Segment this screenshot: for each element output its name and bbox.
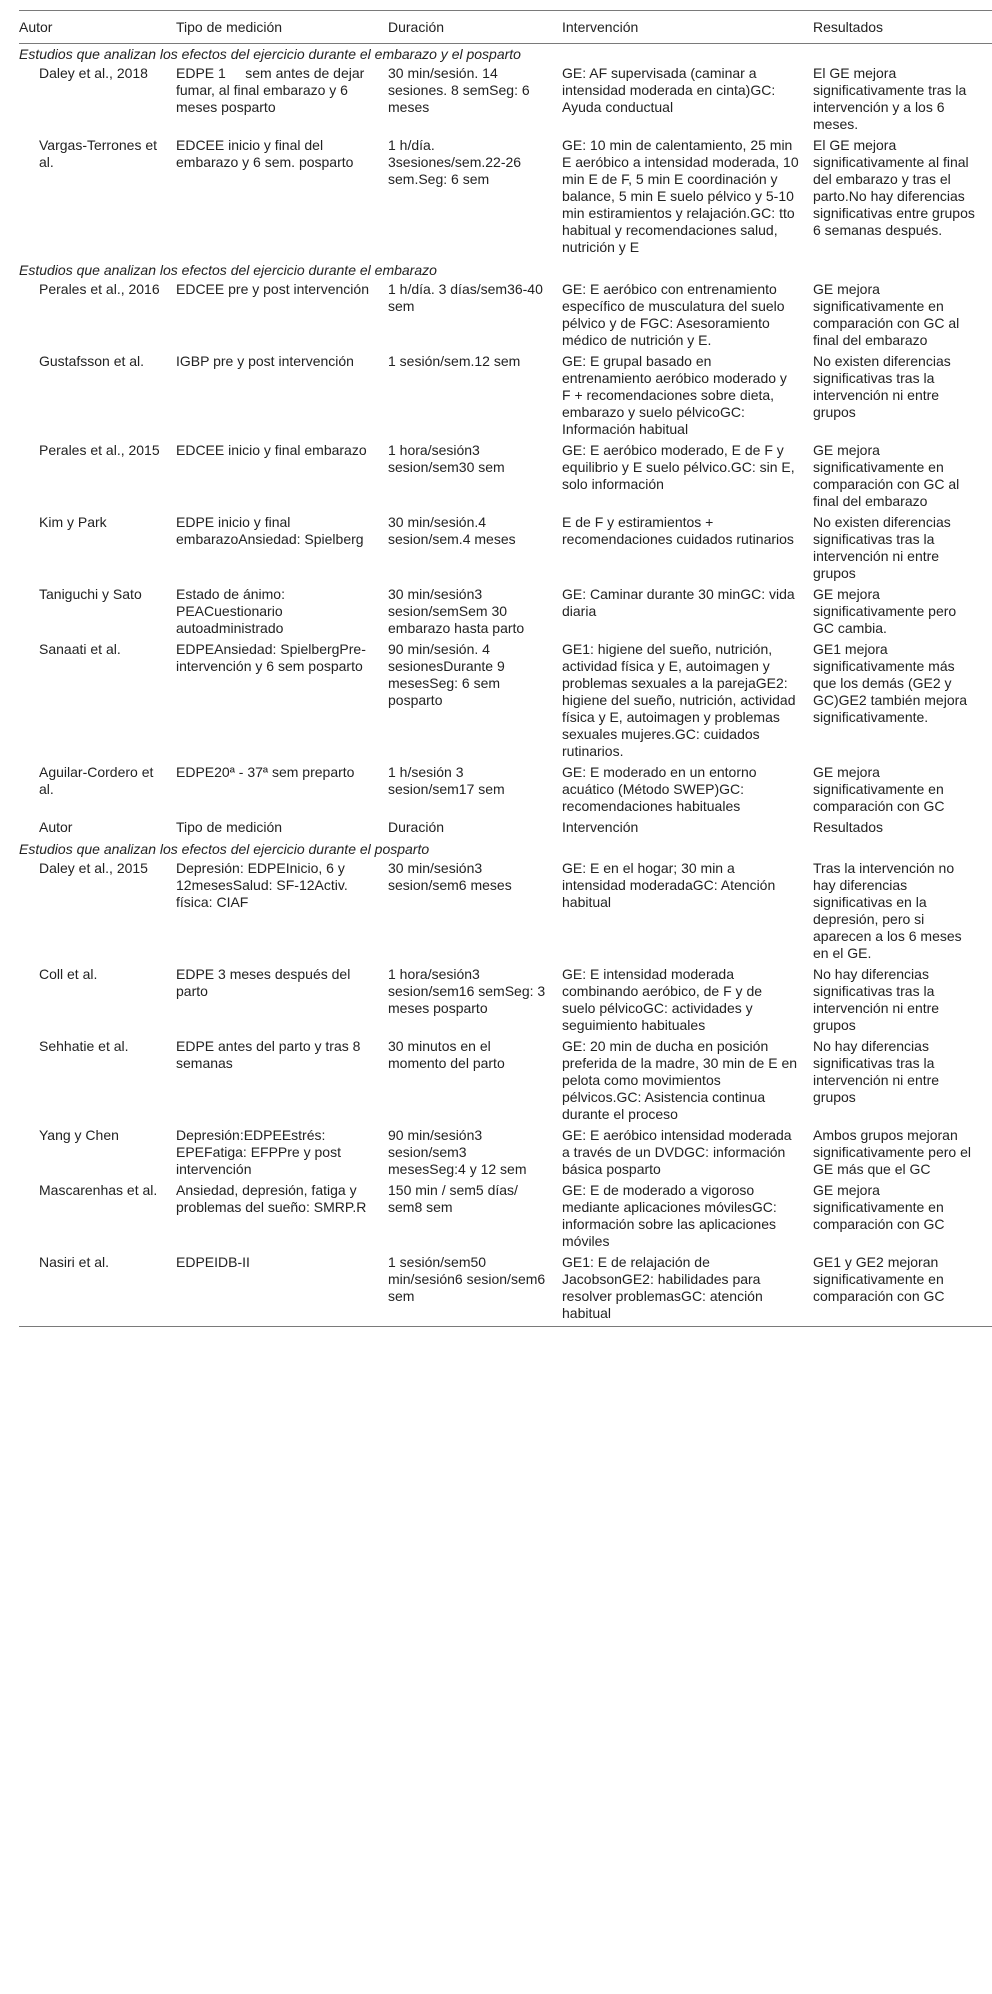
- cell-tipo: EDPE 1 sem antes de dejar fumar, al final embarazo y 6 meses posparto: [176, 65, 365, 115]
- cell-tipo: Depresión:EDPEEstrés: EPEFatiga: EFPPre y post intervención: [176, 1127, 341, 1177]
- cell-resultados: No existen diferencias significativas tras la intervención ni entre grupos: [813, 514, 951, 581]
- header-tipo: Tipo de medición: [176, 19, 283, 35]
- cell-duracion: 30 min/sesión.4 sesion/sem.4 meses: [388, 514, 516, 547]
- cell-tipo: EDPE antes del parto y tras 8 semanas: [176, 1038, 361, 1071]
- section-title: Estudios que analizan los efectos del ejercicio durante el embarazo: [19, 262, 437, 278]
- table-row: [19, 442, 992, 514]
- cell-duracion: 1 hora/sesión3 sesion/sem16 semSeg: 3 meses posparto: [388, 966, 546, 1016]
- cell-tipo: Ansiedad, depresión, fatiga y problemas del sueño: SMRP.R: [176, 1182, 367, 1215]
- cell-resultados: Tras la intervención no hay diferencias significativas en la depresión, pero si aparecen a los 6 meses en el GE.: [813, 860, 962, 961]
- cell-duracion: 90 min/sesión. 4 sesionesDurante 9 mesesSeg: 6 sem posparto: [388, 641, 505, 708]
- cell-resultados: GE1 mejora significativamente más que los demás (GE2 y GC)GE2 también mejora significativamente.: [813, 641, 968, 725]
- cell-duracion: 30 minutos en el momento del parto: [388, 1038, 505, 1071]
- cell-autor: Daley et al., 2015: [39, 860, 148, 876]
- cell-tipo: Depresión: EDPEInicio, 6 y 12mesesSalud: SF-12Activ. física: CIAF: [176, 860, 348, 910]
- header-resultados: Resultados: [813, 19, 884, 35]
- cell-resultados: GE mejora significativamente en comparación con GC al final del embarazo: [813, 281, 960, 348]
- cell-tipo: IGBP pre y post intervención: [176, 353, 354, 369]
- cell-intervencion: GE: AF supervisada (caminar a intensidad moderada en cinta)GC: Ayuda conductual: [562, 65, 776, 115]
- cell-duracion: 1 h/sesión 3 sesion/sem17 sem: [388, 764, 505, 797]
- cell-intervencion: E de F y estiramientos + recomendaciones cuidados rutinarios: [562, 514, 794, 547]
- table-header-row-repeat: [19, 819, 992, 839]
- cell-autor: Daley et al., 2018: [39, 65, 148, 81]
- cell-intervencion: GE: E aeróbico intensidad moderada a través de un DVDGC: información básica posparto: [562, 1127, 792, 1177]
- cell-intervencion: GE: E aeróbico moderado, E de F y equilibrio y E suelo pélvico.GC: sin E, solo información: [562, 442, 795, 492]
- cell-intervencion: GE1: E de relajación de JacobsonGE2: habilidades para resolver problemasGC: atención habitual: [562, 1254, 763, 1321]
- cell-tipo: EDCEE inicio y final embarazo: [176, 442, 367, 458]
- cell-resultados: Ambos grupos mejoran significativamente pero el GE más que el GC: [813, 1127, 971, 1177]
- section-row: [19, 260, 992, 281]
- cell-autor: Sehhatie et al.: [39, 1038, 129, 1054]
- section-title: Estudios que analizan los efectos del ejercicio durante el posparto: [19, 841, 430, 857]
- table-row: [19, 137, 992, 260]
- cell-resultados: GE1 y GE2 mejoran significativamente en comparación con GC: [813, 1254, 945, 1304]
- cell-tipo: EDPE inicio y final embarazoAnsiedad: Spielberg: [176, 514, 364, 547]
- header-intervencion: Intervención: [562, 819, 639, 835]
- cell-autor: Sanaati et al.: [39, 641, 121, 657]
- header-autor: Autor: [19, 19, 53, 35]
- table-row: [19, 65, 992, 137]
- cell-autor: Gustafsson et al.: [39, 353, 145, 369]
- cell-autor: Nasiri et al.: [39, 1254, 110, 1270]
- header-autor: Autor: [39, 819, 73, 835]
- cell-duracion: 30 min/sesión3 sesion/semSem 30 embarazo hasta parto: [388, 586, 525, 636]
- cell-intervencion: GE1: higiene del sueño, nutrición, actividad física y E, autoimagen y problemas sexuales a la parejaGE2: higiene del sueño, nutrición, actividad física y E, autoimagen y problemas sexuales mujeres.GC: cuidados rutinarios.: [562, 641, 796, 759]
- cell-intervencion: GE: E en el hogar; 30 min a intensidad moderadaGC: Atención habitual: [562, 860, 776, 910]
- table-row: [19, 1127, 992, 1182]
- cell-duracion: 30 min/sesión. 14 sesiones. 8 semSeg: 6 meses: [388, 65, 530, 115]
- cell-tipo: EDCEE inicio y final del embarazo y 6 sem. posparto: [176, 137, 354, 170]
- header-duracion: Duración: [388, 19, 445, 35]
- cell-resultados: GE mejora significativamente pero GC cambia.: [813, 586, 957, 636]
- cell-autor: Coll et al.: [39, 966, 98, 982]
- table-row: [19, 860, 992, 966]
- cell-resultados: GE mejora significativamente en comparación con GC: [813, 764, 945, 814]
- cell-autor: Mascarenhas et al.: [39, 1182, 158, 1198]
- cell-resultados: No hay diferencias significativas tras la intervención ni entre grupos: [813, 1038, 940, 1105]
- cell-tipo: EDPEIDB-II: [176, 1254, 250, 1270]
- cell-tipo: Estado de ánimo: PEACuestionario autoadministrado: [176, 586, 285, 636]
- cell-autor: Perales et al., 2015: [39, 442, 160, 458]
- cell-duracion: 1 hora/sesión3 sesion/sem30 sem: [388, 442, 505, 475]
- cell-autor: Kim y Park: [39, 514, 107, 530]
- table-row: [19, 1254, 992, 1327]
- section-title: Estudios que analizan los efectos del ejercicio durante el embarazo y el posparto: [19, 46, 521, 62]
- table-row: [19, 353, 992, 442]
- table-row: [19, 1038, 992, 1127]
- table-row: [19, 281, 992, 353]
- table-header-row: [19, 11, 992, 44]
- cell-autor: Taniguchi y Sato: [39, 586, 142, 602]
- cell-resultados: El GE mejora significativamente tras la intervención y a los 6 meses.: [813, 65, 967, 132]
- table-row: [19, 1182, 992, 1254]
- cell-autor: Yang y Chen: [39, 1127, 119, 1143]
- cell-resultados: GE mejora significativamente en comparación con GC al final del embarazo: [813, 442, 960, 509]
- table-row: [19, 966, 992, 1038]
- cell-duracion: 1 h/día. 3sesiones/sem.22-26 sem.Seg: 6 sem: [388, 137, 522, 187]
- section-row: [19, 44, 992, 66]
- cell-duracion: 1 sesión/sem.12 sem: [388, 353, 521, 369]
- cell-duracion: 1 h/día. 3 días/sem36-40 sem: [388, 281, 543, 314]
- cell-duracion: 30 min/sesión3 sesion/sem6 meses: [388, 860, 512, 893]
- header-duracion: Duración: [388, 819, 445, 835]
- cell-intervencion: GE: 10 min de calentamiento, 25 min E aeróbico a intensidad moderada, 10 min E de F, 5 min E coordinación y balance, 5 min E suelo pélvico y 5-10 min estiramientos y relajación.GC: tto habitual y recomendaciones salud, nutrición y E: [562, 137, 799, 255]
- cell-intervencion: GE: E aeróbico con entrenamiento específico de musculatura del suelo pélvico y de FGC: Asesoramiento médico de nutrición y E.: [562, 281, 785, 348]
- cell-duracion: 1 sesión/sem50 min/sesión6 sesion/sem6 sem: [388, 1254, 546, 1304]
- cell-tipo: EDPE 3 meses después del parto: [176, 966, 351, 999]
- cell-resultados: El GE mejora significativamente al final del embarazo y tras el parto.No hay diferencias significativas entre grupos 6 semanas después.: [813, 137, 975, 238]
- cell-autor: Perales et al., 2016: [39, 281, 160, 297]
- cell-intervencion: GE: Caminar durante 30 minGC: vida diaria: [562, 586, 795, 619]
- header-resultados: Resultados: [813, 819, 884, 835]
- section-row: [19, 839, 992, 860]
- cell-duracion: 150 min / sem5 días/ sem8 sem: [388, 1182, 518, 1215]
- cell-autor: Aguilar-Cordero et al.: [39, 764, 154, 797]
- cell-duracion: 90 min/sesión3 sesion/sem3 mesesSeg:4 y 12 sem: [388, 1127, 527, 1177]
- cell-resultados: No existen diferencias significativas tras la intervención ni entre grupos: [813, 353, 951, 420]
- header-intervencion: Intervención: [562, 19, 639, 35]
- header-tipo: Tipo de medición: [176, 819, 283, 835]
- cell-intervencion: GE: 20 min de ducha en posición preferida de la madre, 30 min de E en pelota como movimientos pélvicos.GC: Asistencia continua durante el proceso: [562, 1038, 798, 1122]
- studies-table: [19, 10, 992, 1327]
- table-row: [19, 641, 992, 764]
- table-row: [19, 764, 992, 819]
- cell-tipo: EDPEAnsiedad: SpielbergPre-intervención y 6 sem posparto: [176, 641, 366, 674]
- cell-intervencion: GE: E moderado en un entorno acuático (Método SWEP)GC: recomendaciones habituales: [562, 764, 757, 814]
- cell-intervencion: GE: E intensidad moderada combinando aeróbico, de F y de suelo pélvicoGC: actividades y seguimiento habituales: [562, 966, 763, 1033]
- table-row: [19, 514, 992, 586]
- cell-intervencion: GE: E grupal basado en entrenamiento aeróbico moderado y F + recomendaciones sobre dieta, embarazo y suelo pélvicoGC: Información habitual: [562, 353, 787, 437]
- table-row: [19, 586, 992, 641]
- cell-resultados: GE mejora significativamente en comparación con GC: [813, 1182, 945, 1232]
- cell-autor: Vargas-Terrones et al.: [39, 137, 158, 170]
- cell-tipo: EDPE20ª - 37ª sem preparto: [176, 764, 355, 780]
- cell-tipo: EDCEE pre y post intervención: [176, 281, 369, 297]
- cell-intervencion: GE: E de moderado a vigoroso mediante aplicaciones móvilesGC: información sobre las aplicaciones móviles: [562, 1182, 777, 1249]
- cell-resultados: No hay diferencias significativas tras la intervención ni entre grupos: [813, 966, 940, 1033]
